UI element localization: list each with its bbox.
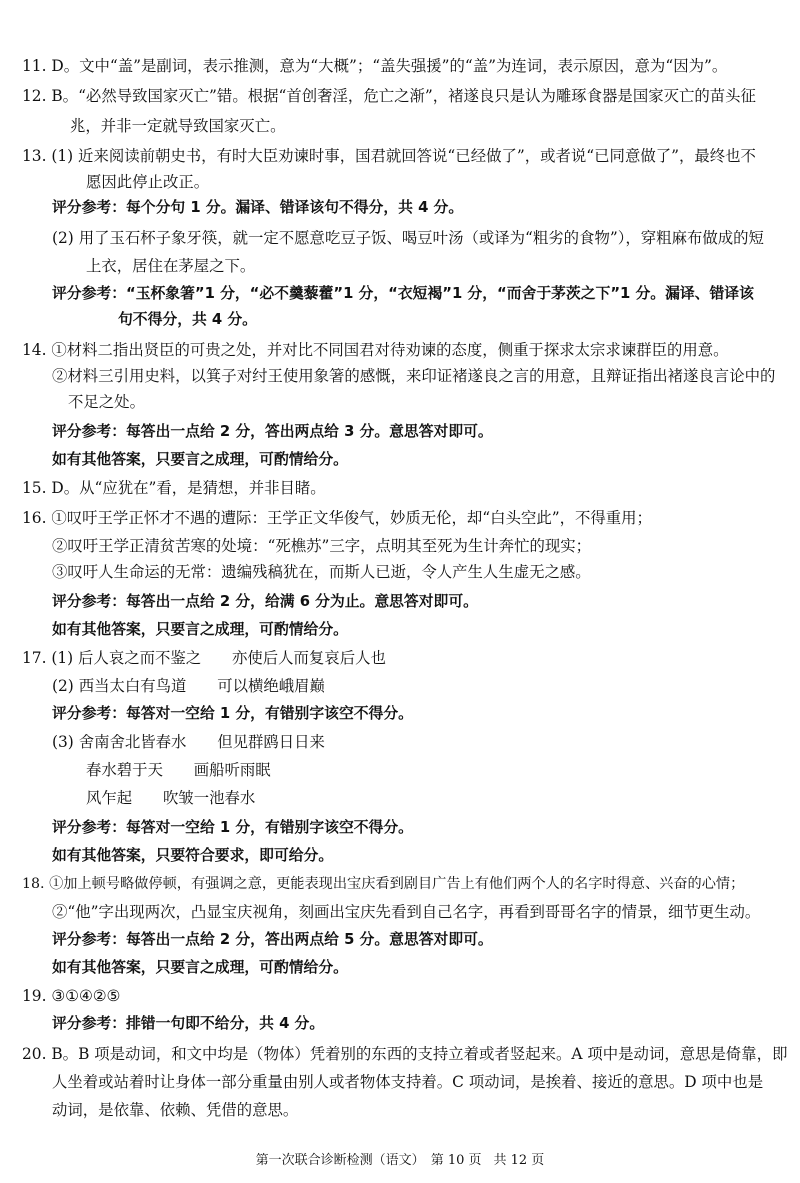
answer-15: 15. D。从“应犹在”看，是猜想，并非目睹。 <box>22 479 326 497</box>
answer-20-line2: 人坐着或站着时让身体一部分重量由别人或者物体支持着。C 项动词，是挨着、接近的意思。D 项中也是 <box>52 1073 764 1091</box>
score-13-2-line2: 句不得分，共 4 分。 <box>118 311 257 328</box>
answer-19: 19. ③①④②⑤ <box>22 987 121 1005</box>
answer-17-2: (2) 西当太白有鸟道 可以横绝峨眉巅 <box>52 677 325 695</box>
score-13-2-line1: 评分参考：“玉杯象箸”1 分，“必不羹藜藿”1 分，“衣短褐”1 分，“而舍于茅茨之下”1 分。漏译、错译该 <box>52 285 754 302</box>
answer-20-line3: 动词，是依靠、依赖、凭借的意思。 <box>52 1101 299 1119</box>
footer-page-number: 第 10 页 <box>430 1153 482 1168</box>
score-14-other: 如有其他答案，只要言之成理，可酌情给分。 <box>52 451 348 468</box>
answer-13-2-line1: (2) 用了玉石杯子象牙筷，就一定不愿意吃豆子饭、喝豆叶汤（或译为“粗劣的食物”），穿粗麻布做成的短 <box>52 229 764 247</box>
answer-14-line3: 不足之处。 <box>68 393 145 411</box>
answer-18-line2: ②“他”字出现两次，凸显宝庆视角，刻画出宝庆先看到自己名字，再看到哥哥名字的情景，细节更生动。 <box>52 903 761 921</box>
page-footer <box>0 1152 800 1170</box>
answer-13-1-line2: 愿因此停止改正。 <box>86 173 210 191</box>
score-18: 评分参考：每答出一点给 2 分，答出两点给 5 分。意思答对即可。 <box>52 931 493 948</box>
score-13-1: 评分参考：每个分句 1 分。漏译、错译该句不得分，共 4 分。 <box>52 199 464 216</box>
score-19: 评分参考：排错一句即不给分，共 4 分。 <box>52 1015 325 1032</box>
answer-16-line3: ③叹吁人生命运的无常：遗编残稿犹在，而斯人已逝，令人产生人生虚无之感。 <box>52 563 591 581</box>
footer-exam-title: 第一次联合诊断检测（语文） <box>255 1153 425 1168</box>
answer-11: 11. D。文中“盖”是副词，表示推测，意为“大概”；“盖失强援”的“盖”为连词，表示原因，意为“因为”。 <box>22 57 728 75</box>
answer-13-1-line1: 13. (1) 近来阅读前朝史书，有时大臣劝谏时事，国君就回答说“已经做了”，或者说“已同意做了”，最终也不 <box>22 147 756 165</box>
score-17-b: 评分参考：每答对一空给 1 分，有错别字该空不得分。 <box>52 819 413 836</box>
answer-12-line1: 12. B。“必然导致国家灭亡”错。根据“首创奢淫，危亡之渐”，褚遂良只是认为雕琢食器是国家灭亡的苗头征 <box>22 87 756 105</box>
score-17-other: 如有其他答案，只要符合要求，即可给分。 <box>52 847 334 864</box>
score-14: 评分参考：每答出一点给 2 分，答出两点给 3 分。意思答对即可。 <box>52 423 493 440</box>
answer-16-line1: 16. ①叹吁王学正怀才不遇的遭际：王学正文华俊气，妙质无伦，却“白头空此”，不得重用； <box>22 509 652 527</box>
answer-14-line1: 14. ①材料二指出贤臣的可贵之处，并对比不同国君对待劝谏的态度，侧重于探求太宗求谏群臣的用意。 <box>22 341 729 359</box>
score-17-a: 评分参考：每答对一空给 1 分，有错别字该空不得分。 <box>52 705 413 722</box>
answer-17-3-line2: 春水碧于天 画船听雨眠 <box>86 761 271 779</box>
answer-12-line2: 兆，并非一定就导致国家灭亡。 <box>70 117 286 135</box>
score-16-other: 如有其他答案，只要言之成理，可酌情给分。 <box>52 621 348 638</box>
answer-17-3-line1: (3) 舍南舍北皆春水 但见群鸥日日来 <box>52 733 325 751</box>
answer-13-2-line2: 上衣，居住在茅屋之下。 <box>86 257 256 275</box>
answer-17-3-line3: 风乍起 吹皱一池春水 <box>86 789 256 807</box>
answer-14-line2: ②材料三引用史料，以箕子对纣王使用象箸的感慨，来印证褚遂良之言的用意，且辩证指出褚遂良言论中的 <box>52 367 776 385</box>
answer-17-1: 17. (1) 后人哀之而不鉴之 亦使后人而复哀后人也 <box>22 649 386 667</box>
answer-20-line1: 20. B。B 项是动词，和文中均是（物体）凭着别的东西的支持立着或者竖起来。A 项中是动词，意思是倚靠，即 <box>22 1045 788 1063</box>
score-16: 评分参考：每答出一点给 2 分，给满 6 分为止。意思答对即可。 <box>52 593 478 610</box>
footer-total-pages: 共 12 页 <box>493 1153 545 1168</box>
answer-16-line2: ②叹吁王学正清贫苦寒的处境：“死樵苏”三字，点明其至死为生计奔忙的现实； <box>52 537 592 555</box>
answer-18-line1: 18. ①加上顿号略做停顿，有强调之意，更能表现出宝庆看到剧目广告上有他们两个人的名字时得意、兴奋的心情； <box>22 876 745 892</box>
score-18-other: 如有其他答案，只要言之成理，可酌情给分。 <box>52 959 348 976</box>
